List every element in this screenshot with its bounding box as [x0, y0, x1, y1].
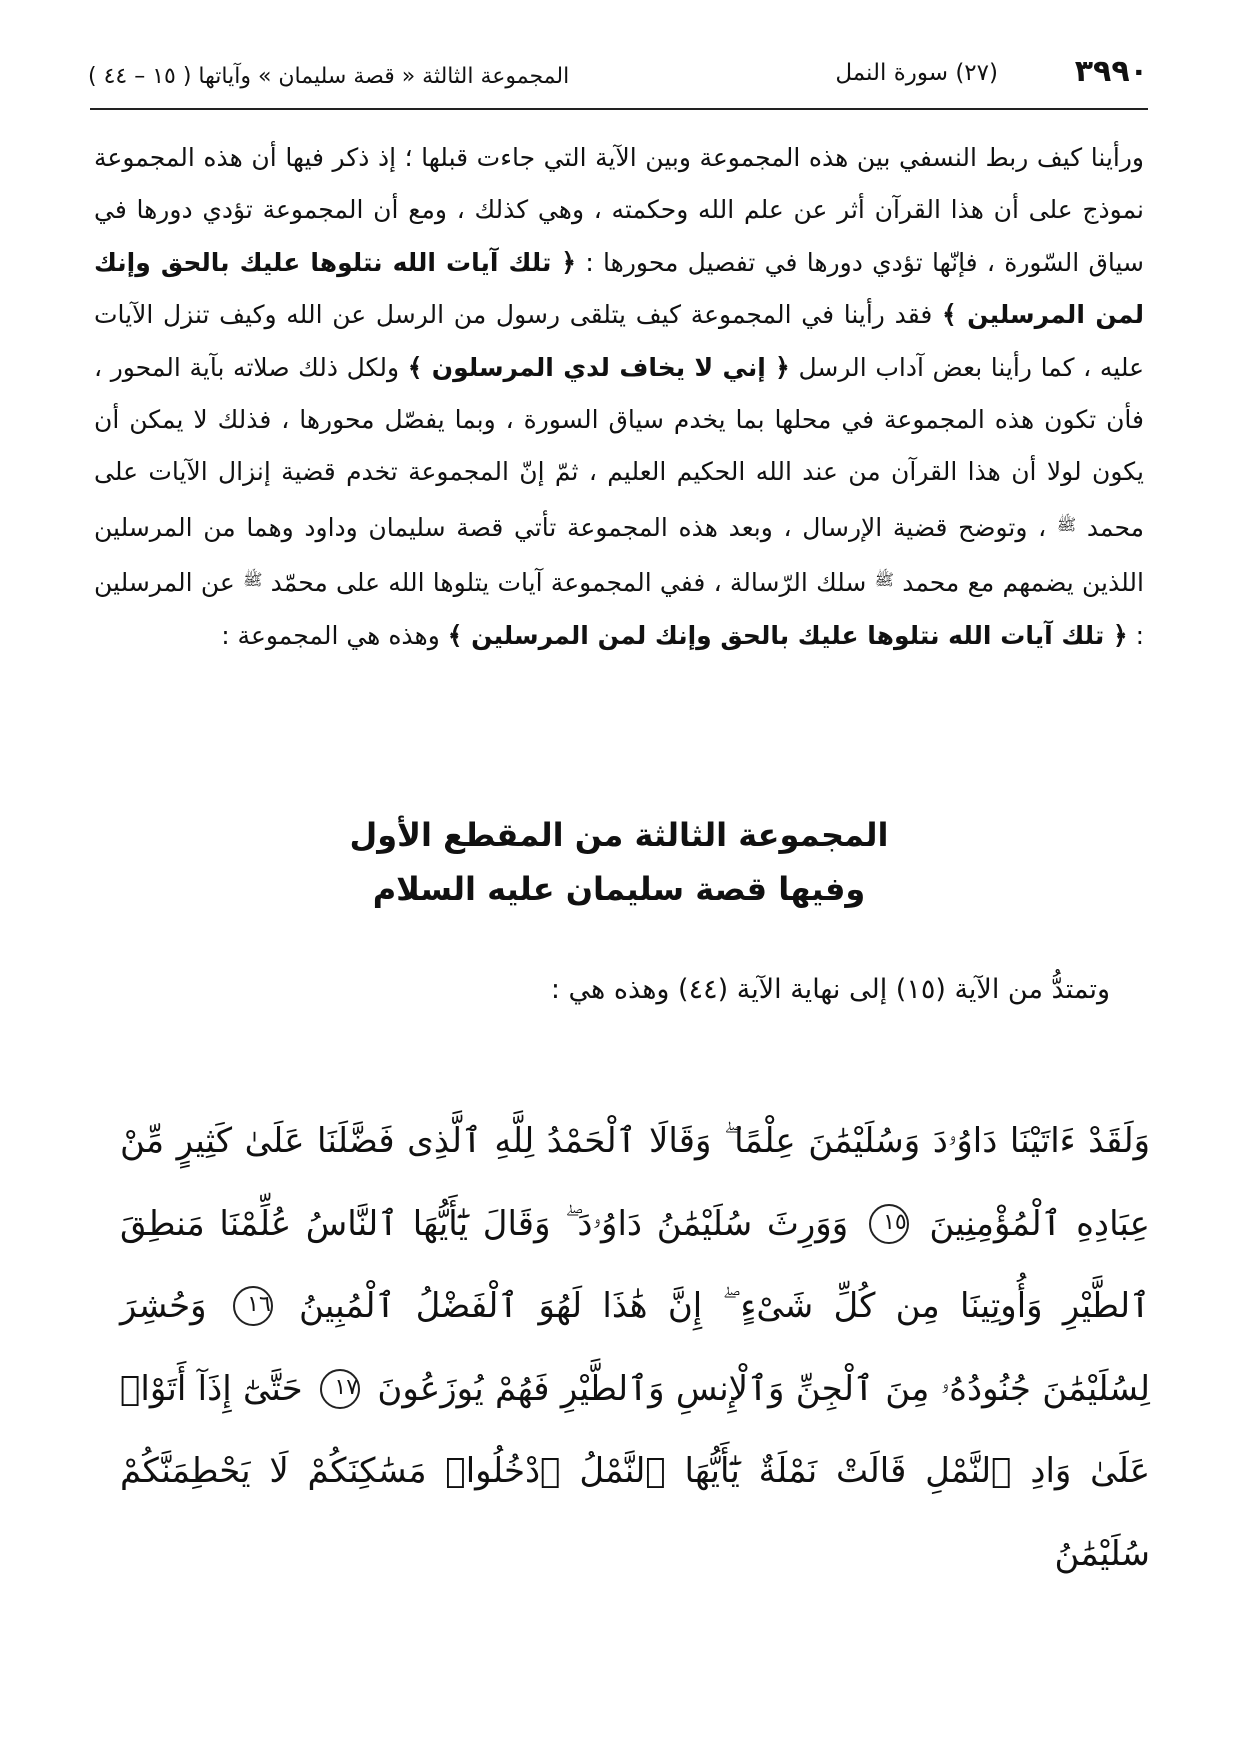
- section-heading-line-2: وفيها قصة سليمان عليه السلام: [372, 870, 866, 908]
- intro-text-3: ولكل ذلك صلاته بآية المحور ، فأن تكون هذه المجموعة في محلها بما يخدم سياق السورة ، وبما يفصّل محورها ، فذلك لا يمكن أن يكون لولا أن هذا القرآن من عند الله الحكيم العليم ، ثمّ إنّ المجموعة تخدم قضية إنزال الآيات على محمد: [94, 352, 1144, 542]
- intro-text-7: وهذه هي المجموعة :: [221, 620, 440, 650]
- intro-text-4: ، وتوضح قضية الإرسال ، وبعد هذه المجموعة تأتي قصة سليمان وداود وهما من المرسلين اللذين يضمهم مع محمد: [94, 512, 1144, 598]
- intro-text-1: ورأينا كيف ربط النسفي بين هذه المجموعة وبين الآية التي جاءت قبلها ؛ إذ ذكر فيها أن هذه المجموعة نموذج على أن هذا القرآن أثر عن علم الله وحكمته ، وهي كذلك ، ومع أن المجموعة تؤدي دورها في سياق السّورة ، فإنّها تؤدي دورها في تفصيل محورها :: [94, 143, 1145, 277]
- section-heading-line-1: المجموعة الثالثة من المقطع الأول: [349, 816, 889, 854]
- page-header: [88, 48, 1148, 104]
- ayah-number-marker: ١٥: [869, 1204, 909, 1244]
- salawat-mark: ﷺ: [1056, 514, 1077, 534]
- verse-17: وَحُشِرَ لِسُلَيْمَٰنَ جُنُودُهُۥ مِنَ ٱلْجِنِّ وَٱلْإِنسِ وَٱلطَّيْرِ فَهُمْ يُوزَعُونَ: [120, 1286, 1151, 1409]
- intro-text-5: سلك الرّسالة ، ففي المجموعة آيات يتلوها الله على محمّد: [270, 568, 867, 598]
- salawat-mark: ﷺ: [243, 570, 263, 590]
- salawat-mark: ﷺ: [874, 570, 894, 590]
- intro-text-2: فقد رأينا في المجموعة كيف يتلقى رسول من الرسل عن الله وكيف تنزل الآيات عليه ، كما رأينا بعض آداب الرسل: [94, 300, 1145, 382]
- verse-18-partial: حَتَّىٰٓ إِذَآ أَتَوْا۟ عَلَىٰ وَادِ ٱلنَّمْلِ قَالَتْ نَمْلَةٌ يَٰٓأَيُّهَا ٱلنَّمْلُ ٱدْخُلُوا۟ مَسَٰكِنَكُمْ لَا يَحْطِمَنَّكُمْ سُلَيْمَٰنُ: [120, 1368, 1150, 1574]
- section-heading: [94, 808, 1144, 916]
- intro-text-6: عن المرسلين :: [94, 568, 1144, 650]
- quran-text-block: [120, 1100, 1150, 1596]
- quran-quote-3: ﴿ تلك آيات الله نتلوها عليك بالحق وإنك لمن المرسلين ﴾: [447, 620, 1128, 650]
- verse-range-line: وتمتدُّ من الآية (١٥) إلى نهاية الآية (٤٤) وهذه هي :: [550, 974, 1110, 1005]
- ayah-number-marker: ١٧: [320, 1369, 360, 1409]
- surah-title: (٢٧) سورة النمل: [835, 60, 998, 86]
- page-number: ٣٩٩٠: [1074, 54, 1148, 89]
- verse-15: وَلَقَدْ ءَاتَيْنَا دَاوُۥدَ وَسُلَيْمَٰنَ عِلْمًا ۖ وَقَالَا ٱلْحَمْدُ لِلَّهِ ٱلَّذِى فَضَّلَنَا عَلَىٰ كَثِيرٍ مِّنْ عِبَادِهِ ٱلْمُؤْمِنِينَ: [120, 1121, 1150, 1244]
- ayah-number-marker: ١٦: [233, 1286, 273, 1326]
- header-divider: [90, 108, 1148, 110]
- quran-quote-1: ﴿ تلك آيات الله نتلوها عليك بالحق وإنك لمن المرسلين ﴾: [94, 247, 1144, 330]
- group-title: المجموعة الثالثة « قصة سليمان » وآياتها ( ١٥ – ٤٤ ): [88, 64, 570, 89]
- intro-paragraph: [94, 132, 1144, 662]
- verse-16: وَوَرِثَ سُلَيْمَٰنُ دَاوُۥدَ ۖ وَقَالَ يَٰٓأَيُّهَا ٱلنَّاسُ عُلِّمْنَا مَنطِقَ ٱلطَّيْرِ وَأُوتِينَا مِن كُلِّ شَىْءٍ ۖ إِنَّ هَٰذَا لَهُوَ ٱلْفَضْلُ ٱلْمُبِينُ: [120, 1203, 1151, 1327]
- quran-quote-2: ﴿ إني لا يخاف لدي المرسلون ﴾: [407, 352, 790, 382]
